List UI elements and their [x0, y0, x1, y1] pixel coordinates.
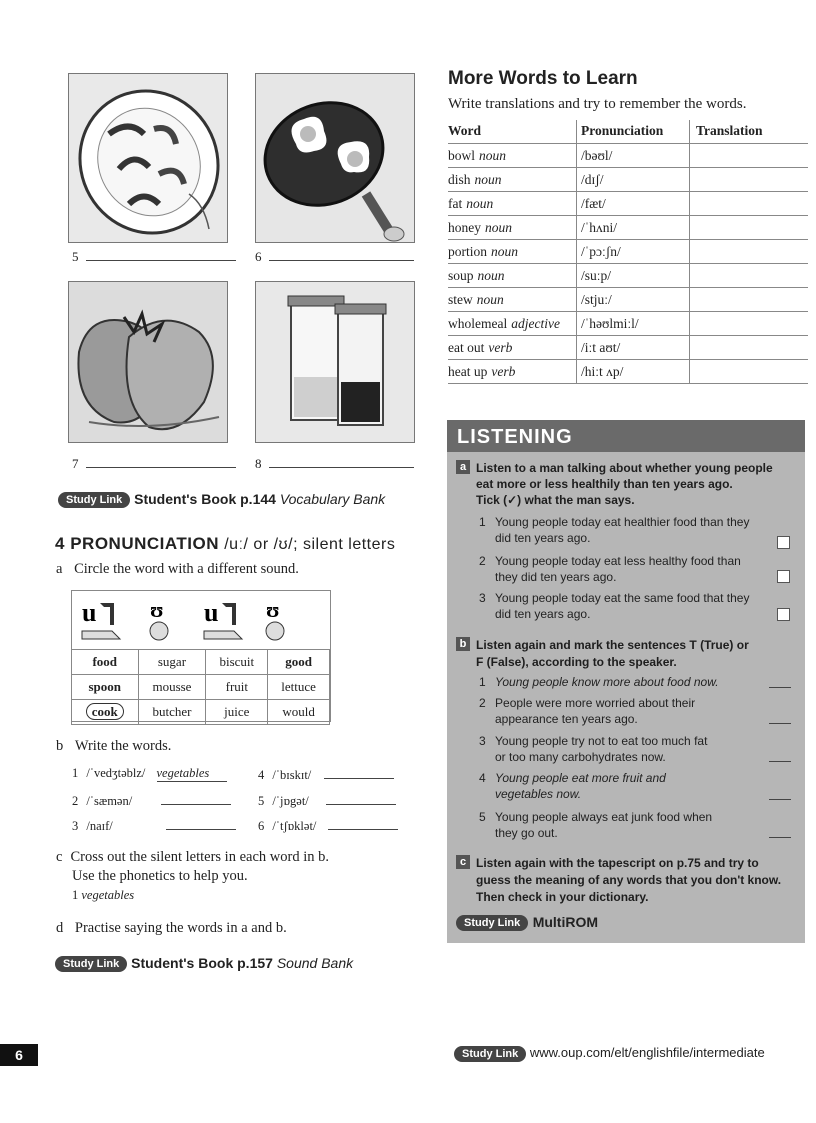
write-item-1: [72, 766, 227, 782]
picture-number: 7: [72, 456, 79, 471]
item-number: 2: [479, 696, 486, 710]
picture-label-6: [255, 249, 414, 265]
translation-field[interactable]: [690, 216, 809, 240]
salt-pepper-illustration: [256, 282, 414, 442]
study-link-badge: Study Link: [58, 492, 130, 508]
listening-b-item-5: [479, 809, 712, 841]
svg-text:ʊ: ʊ: [150, 597, 164, 622]
word-cell[interactable]: biscuit: [206, 650, 268, 675]
table-row: [448, 192, 808, 216]
tick-box[interactable]: [777, 570, 790, 583]
vocab-word: portion: [448, 244, 487, 259]
part-of-speech: adjective: [511, 316, 560, 331]
listening-title: LISTENING: [447, 420, 805, 452]
phonetic: /stjuː/: [577, 288, 690, 312]
picture-label-7: [72, 456, 236, 472]
phonetic: /ˈhʌni/: [577, 216, 690, 240]
item-number: 3: [479, 591, 486, 605]
section-number: 4: [55, 534, 65, 553]
strawberries-illustration: [69, 282, 227, 442]
item-phonetic: /ˈbɪskɪt/: [272, 768, 312, 782]
item-number: 3: [479, 734, 486, 748]
sound-book-ref: Student's Book p.157: [131, 955, 273, 971]
phonetic: /ˈpɔːʃn/: [577, 240, 690, 264]
tick-box[interactable]: [777, 536, 790, 549]
item-number: 1: [72, 888, 79, 902]
table-row: [448, 216, 808, 240]
sound-table-box: [71, 590, 331, 722]
write-item-4: [258, 766, 394, 783]
phonetic: /hiːt ʌp/: [577, 360, 690, 384]
vocab-word: heat up: [448, 364, 488, 379]
translation-field[interactable]: [690, 144, 809, 168]
table-row: [448, 360, 808, 384]
vocab-word: soup: [448, 268, 474, 283]
task-letter-badge: b: [456, 637, 470, 651]
word-cell[interactable]: juice: [206, 700, 268, 725]
part-of-speech: noun: [466, 196, 494, 211]
word-cell[interactable]: spoon: [72, 675, 139, 700]
answer-line[interactable]: [86, 457, 236, 468]
item-text: Young people try not to eat too much fat: [495, 734, 708, 748]
answer-line[interactable]: [86, 250, 236, 261]
vocab-section: Vocabulary Bank: [279, 491, 386, 507]
translation-field[interactable]: [690, 288, 809, 312]
listening-a-item-2: [479, 553, 741, 585]
item-number: 1: [72, 766, 79, 780]
vocab-word: bowl: [448, 148, 475, 163]
answer-field[interactable]: [324, 766, 394, 779]
sound-pictures: [72, 591, 330, 649]
more-words-instruction: Write translations and try to remember the words.: [448, 96, 747, 112]
word-cell[interactable]: butcher: [138, 700, 206, 725]
vocab-word: dish: [448, 172, 471, 187]
task-c-example: [72, 886, 329, 905]
frying-pan-illustration: [256, 74, 414, 242]
word-cell[interactable]: lettuce: [268, 675, 330, 700]
study-link-badge: Study Link: [55, 956, 127, 972]
circled-word: cook: [86, 703, 124, 720]
item-text: or too many carbohydrates now.: [495, 750, 666, 764]
svg-text:ʊ: ʊ: [266, 597, 280, 622]
task-d: [56, 920, 287, 937]
vocab-table: [448, 120, 808, 384]
item-number: 5: [258, 794, 265, 808]
item-number: 2: [72, 794, 79, 808]
task-letter: c: [56, 849, 63, 865]
task-instruction: Practise saying the words in a and b.: [74, 920, 287, 936]
vocab-word: honey: [448, 220, 481, 235]
picture-number: 8: [255, 456, 262, 471]
item-number: 3: [72, 819, 79, 833]
part-of-speech: noun: [485, 220, 512, 235]
listening-a-item-3: [479, 590, 749, 622]
footer-link[interactable]: [454, 1045, 765, 1062]
prawns-illustration: [69, 74, 227, 242]
part-of-speech: noun: [477, 268, 505, 283]
picture-strawberries: [68, 281, 228, 443]
item-text: appearance ten years ago.: [495, 712, 638, 726]
task-c-line1: [56, 848, 329, 867]
task-b: [56, 738, 171, 755]
listening-b-item-3: [479, 733, 707, 765]
vocab-bank-link[interactable]: [58, 491, 385, 508]
more-words-title: More Words to Learn: [448, 68, 638, 89]
picture-eggs: [255, 73, 415, 243]
item-phonetic: /ˈjɒgət/: [272, 794, 309, 808]
answer-text: vegetables: [156, 766, 210, 780]
phonetic: /iːt aʊt/: [577, 336, 690, 360]
listening-panel: [447, 420, 805, 943]
item-number: 1: [479, 675, 486, 689]
item-text: Young people today eat the same food that they: [495, 591, 750, 605]
boot-icon: [82, 598, 120, 639]
translation-field[interactable]: [690, 240, 809, 264]
task-text: Listen again and mark the sentences T (True) or: [476, 638, 749, 652]
sound-table: [71, 649, 330, 725]
sound-section: Sound Bank: [276, 955, 354, 971]
table-row: [448, 240, 808, 264]
task-letter: d: [56, 920, 64, 936]
task-letter-badge: a: [456, 460, 470, 474]
task-instruction: Cross out the silent letters in each word in b.: [70, 849, 329, 865]
table-row: [448, 168, 808, 192]
translation-field[interactable]: [690, 360, 809, 384]
sound-bank-link[interactable]: [55, 955, 353, 972]
listening-b-item-1: [479, 675, 719, 689]
phonetic: /bəʊl/: [577, 144, 690, 168]
item-text: did ten years ago.: [495, 607, 591, 621]
answer-line[interactable]: [269, 457, 414, 468]
picture-number: 5: [72, 249, 79, 264]
task-text: Then check in your dictionary.: [476, 890, 649, 904]
listening-a-item-1: [479, 514, 749, 546]
item-text: they did ten years ago.: [495, 570, 617, 584]
item-text: they go out.: [495, 826, 558, 840]
task-text: eat more or less healthily than ten years ago.: [476, 477, 733, 491]
part-of-speech: noun: [476, 292, 504, 307]
answer-field[interactable]: [328, 817, 398, 830]
item-phonetic: /ˈtʃɒklət/: [272, 819, 317, 833]
translation-field[interactable]: [690, 264, 809, 288]
table-row: [448, 288, 808, 312]
write-item-6: [258, 817, 398, 834]
vocab-word: stew: [448, 292, 473, 307]
picture-mills: [255, 281, 415, 443]
bull-icon: [150, 597, 168, 640]
item-number: 1: [479, 515, 486, 529]
word-cell[interactable]: good: [268, 650, 330, 675]
phonetic: /dɪʃ/: [577, 168, 690, 192]
item-text: did ten years ago.: [495, 531, 591, 545]
answer-line[interactable]: [769, 723, 791, 724]
tick-box[interactable]: [777, 608, 790, 621]
item-phonetic: /ˈvedʒtəblz/: [86, 766, 146, 780]
word-cell[interactable]: would: [268, 700, 330, 725]
item-text: Young people eat more fruit and: [495, 771, 666, 785]
task-text: F (False), according to the speaker.: [476, 655, 677, 669]
word-cell[interactable]: mousse: [138, 675, 206, 700]
item-phonetic: /naɪf/: [86, 819, 113, 833]
vocab-word: eat out: [448, 340, 485, 355]
svg-text:u: u: [204, 598, 219, 627]
translation-field[interactable]: [690, 192, 809, 216]
vocab-word: fat: [448, 196, 463, 211]
part-of-speech: noun: [479, 148, 506, 163]
answer-line[interactable]: [769, 799, 791, 800]
answer-field[interactable]: [326, 792, 396, 805]
translation-field[interactable]: [690, 312, 809, 336]
item-phonetic: /ˈsæmən/: [86, 794, 133, 808]
section-title: PRONUNCIATION: [70, 534, 219, 553]
item-text: People were more worried about their: [495, 696, 696, 710]
word-cell[interactable]: fruit: [206, 675, 268, 700]
item-number: 5: [479, 810, 486, 824]
part-of-speech: noun: [491, 244, 518, 259]
write-item-5: [258, 792, 396, 809]
item-text: Young people always eat junk food when: [495, 810, 713, 824]
item-number: 6: [258, 819, 265, 833]
footer-url[interactable]: www.oup.com/elt/englishfile/intermediate: [529, 1045, 765, 1060]
task-instruction: Write the words.: [74, 738, 172, 754]
item-text: vegetables now.: [495, 787, 582, 801]
section-subtitle: /uː/ or /ʊ/; silent letters: [224, 536, 396, 553]
listening-task-c: [456, 855, 781, 906]
task-text: guess the meaning of any words that you don't know.: [476, 873, 782, 887]
write-item-2: [72, 792, 231, 809]
col-header-word: Word: [448, 120, 577, 144]
item-text: Young people know more about food now.: [495, 675, 719, 689]
table-row: [448, 144, 808, 168]
boot-icon: [204, 598, 242, 639]
item-number: 4: [258, 768, 265, 782]
task-c-line2: Use the phonetics to help you.: [72, 868, 248, 884]
word-cell[interactable]: food: [72, 650, 139, 675]
picture-label-5: [72, 249, 236, 265]
phonetic: /ˈhəʊlmiːl/: [577, 312, 690, 336]
example-word: vegetables: [81, 888, 135, 902]
task-letter-badge: c: [456, 855, 470, 869]
task-text: Listen again with the tapescript on p.75 and try to: [476, 856, 759, 870]
col-header-translation: Translation: [690, 120, 809, 144]
vocab-word: wholemeal: [448, 316, 508, 331]
part-of-speech: verb: [488, 340, 513, 355]
answer-field[interactable]: [161, 792, 231, 805]
task-text: Listen to a man talking about whether young people: [476, 461, 773, 475]
table-row: [448, 312, 808, 336]
picture-label-8: [255, 456, 414, 472]
svg-text:u: u: [82, 598, 97, 627]
word-cell-circled[interactable]: [72, 700, 139, 725]
multirom-label: MultiROM: [532, 914, 599, 930]
picture-number: 6: [255, 249, 262, 264]
translation-field[interactable]: [690, 168, 809, 192]
task-instruction: Circle the word with a different sound.: [74, 561, 299, 577]
pronunciation-heading: [55, 534, 395, 554]
picture-prawns: [68, 73, 228, 243]
phonetic: /suːp/: [577, 264, 690, 288]
page-number: 6: [0, 1044, 38, 1066]
task-text: Tick (✓) what the man says.: [476, 493, 635, 507]
word-cell[interactable]: sugar: [138, 650, 206, 675]
translation-field[interactable]: [690, 336, 809, 360]
listening-task-b: [456, 637, 749, 671]
part-of-speech: noun: [474, 172, 502, 187]
item-text: Young people today eat less healthy food than: [495, 554, 741, 568]
vocab-book-ref: Student's Book p.144: [134, 491, 276, 507]
study-link-badge: Study Link: [454, 1046, 526, 1062]
listening-b-item-4: [479, 770, 666, 802]
item-text: Young people today eat healthier food than they: [495, 515, 750, 529]
listening-b-item-2: [479, 695, 695, 727]
item-number: 2: [479, 554, 486, 568]
item-number: 4: [479, 771, 486, 785]
task-letter: b: [56, 738, 64, 754]
answer-line[interactable]: [769, 761, 791, 762]
phonetic: /fæt/: [577, 192, 690, 216]
listening-task-a: [456, 460, 773, 508]
answer-line[interactable]: [769, 687, 791, 688]
write-item-3: [72, 817, 236, 834]
answer-field[interactable]: [157, 766, 227, 782]
study-link-badge: Study Link: [456, 915, 528, 931]
task-a: [56, 561, 299, 578]
task-letter: a: [56, 561, 63, 577]
bull-icon: [266, 597, 284, 640]
answer-line[interactable]: [269, 250, 414, 261]
task-c: [56, 848, 329, 905]
answer-field[interactable]: [166, 817, 236, 830]
table-row: [448, 264, 808, 288]
part-of-speech: verb: [491, 364, 516, 379]
col-header-pronunciation: Pronunciation: [577, 120, 690, 144]
table-row: [448, 336, 808, 360]
multirom-link[interactable]: [456, 914, 598, 932]
answer-line[interactable]: [769, 837, 791, 838]
